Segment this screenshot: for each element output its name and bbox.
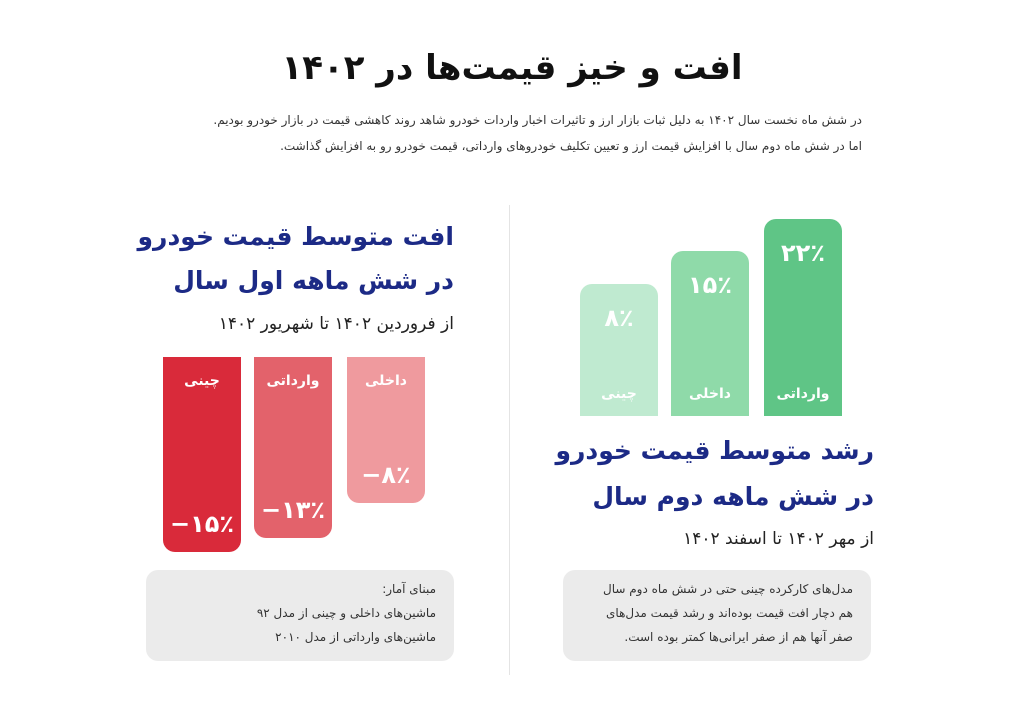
bar-1-1	[671, 251, 749, 416]
center-divider	[509, 205, 510, 675]
bar-1-2	[580, 284, 658, 416]
left-chart-subtitle: از فروردین ۱۴۰۲ تا شهریور ۱۴۰۲	[218, 314, 454, 334]
page-title: افت و خیز قیمت‌ها در ۱۴۰۲	[281, 48, 743, 88]
bar-0-2	[163, 357, 241, 552]
bar-label-1-0: وارداتی	[776, 386, 830, 402]
bar-label-1-1: داخلی	[689, 385, 731, 402]
left-note-line-1: مبنای آمار:	[382, 582, 436, 596]
bar-value-0-1: −۱۳٪	[260, 496, 326, 524]
left-chart-title: افت متوسط قیمت خودرو	[137, 222, 454, 251]
bar-value-1-0: ۲۲٪	[781, 239, 825, 267]
bar-label-1-2: چینی	[601, 385, 637, 402]
left-chart-title-line2: در شش ماهه اول سال	[173, 266, 454, 295]
left-note-line-2: ماشین‌های داخلی و چینی از مدل ۹۲	[256, 606, 436, 620]
bar-1-0	[764, 219, 842, 416]
bar-value-1-2: ۸٪	[604, 303, 634, 332]
bar-0-1	[254, 357, 332, 538]
right-chart-title-line2: در شش ماهه دوم سال	[592, 482, 874, 511]
bar-label-0-1: وارداتی	[266, 373, 320, 389]
bar-value-1-1: ۱۵٪	[688, 271, 732, 300]
right-note-line-1: مدل‌های کارکرده چینی حتی در شش ماه دوم سال	[602, 582, 853, 596]
intro-line-2: اما در شش ماه دوم سال با افزایش قیمت ارز و تعیین تکلیف خودروهای وارداتی، قیمت خودرو رو به افزایش گذاشت.	[280, 139, 862, 153]
bar-value-0-0: −۸٪	[361, 461, 411, 489]
left-note-box	[146, 570, 454, 661]
right-note-line-3: صفر آنها هم از صفر ایرانی‌ها کمتر بوده است.	[624, 630, 853, 644]
right-note-box	[563, 570, 871, 661]
left-note-line-3: ماشین‌های وارداتی از مدل ۲۰۱۰	[275, 630, 436, 644]
right-chart-subtitle: از مهر ۱۴۰۲ تا اسفند ۱۴۰۲	[683, 529, 874, 549]
bar-label-0-2: چینی	[184, 373, 220, 389]
right-note-line-2: هم دچار افت قیمت بوده‌اند و رشد قیمت مدل‌های	[606, 606, 853, 620]
bar-label-0-0: داخلی	[365, 373, 407, 389]
bar-0-0	[347, 357, 425, 503]
right-chart-title: رشد متوسط قیمت خودرو	[555, 436, 874, 465]
intro-line-1: در شش ماه نخست سال ۱۴۰۲ به دلیل ثبات بازار ارز و تاثیرات اخبار واردات خودرو شاهد روند کاهشی قیمت در بازار خودرو بودیم.	[213, 113, 862, 127]
bar-value-0-2: −۱۵٪	[169, 510, 235, 538]
